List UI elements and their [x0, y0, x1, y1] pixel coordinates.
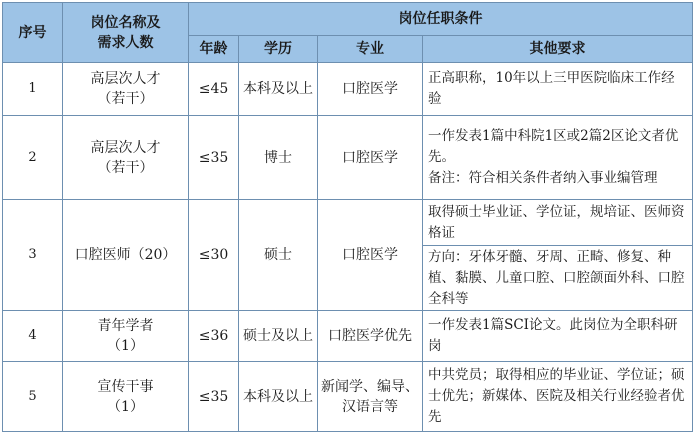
- row-education: 博士: [239, 116, 318, 200]
- row-position: [63, 311, 189, 362]
- header-position-name-line1: 岗位名称及: [90, 14, 161, 31]
- row-age: ≤30: [189, 200, 239, 311]
- row-education: 本科及以上: [239, 63, 318, 116]
- position-count: （若干）: [97, 91, 154, 107]
- row-age: ≤36: [189, 311, 239, 362]
- other-requirement: 中共党员；取得相应的毕业证、学位证；硕士优先；新媒体、医院及相关行业经验者优先: [428, 367, 685, 425]
- table-row: [3, 63, 693, 116]
- position-count: （若干）: [97, 159, 154, 176]
- row-age: ≤35: [189, 116, 239, 200]
- row-age: ≤35: [189, 362, 239, 432]
- position-count: （1）: [107, 398, 144, 415]
- row-other-certificates: 取得硕士毕业证、学位证，规培证、医师资格证: [423, 200, 693, 246]
- table-row: [3, 200, 693, 246]
- header-education: 学历: [239, 36, 318, 63]
- position-count: （1）: [107, 338, 144, 354]
- row-seq: 3: [3, 200, 63, 311]
- job-requirements-table: [2, 2, 693, 432]
- row-position: [63, 116, 189, 200]
- position-name: 宣传干事: [97, 378, 154, 395]
- header-seq: 序号: [3, 3, 63, 63]
- row-major: 口腔医学优先: [318, 311, 423, 362]
- other-requirement: 一作发表1篇中科院1区或2篇2区论文者优先。: [428, 128, 679, 165]
- row-seq: 1: [3, 63, 63, 116]
- other-requirement: 正高职称，10年以上三甲医院临床工作经验: [428, 70, 675, 107]
- row-education: 硕士及以上: [239, 311, 318, 362]
- table-row: [3, 116, 693, 200]
- header-position-name-line2: 需求人数: [97, 34, 154, 51]
- header-major: 专业: [318, 36, 423, 63]
- row-major: 口腔医学: [318, 200, 423, 311]
- row-other: [423, 311, 693, 362]
- row-other-directions: 方向：牙体牙髓、牙周、正畸、修复、种植、黏膜、儿童口腔、口腔颌面外科、口腔全科等: [423, 246, 693, 311]
- row-position: [63, 63, 189, 116]
- row-major: 口腔医学: [318, 116, 423, 200]
- row-major: 新闻学、编导、汉语言等: [318, 362, 423, 432]
- position-name: 高层次人才: [90, 139, 161, 156]
- header-conditions: 岗位任职条件: [189, 3, 693, 36]
- row-major: 口腔医学: [318, 63, 423, 116]
- row-age: ≤45: [189, 63, 239, 116]
- other-remark: 备注：符合相关条件者纳入事业编管理: [428, 170, 658, 186]
- row-other: [423, 362, 693, 432]
- position-name: 口腔医师（20）: [74, 247, 177, 263]
- row-other: [423, 63, 693, 116]
- header-position-name: [63, 3, 189, 63]
- row-seq: 2: [3, 116, 63, 200]
- other-requirement: 一作发表1篇SCI论文。此岗位为全职科研岗: [428, 317, 678, 354]
- row-education: 本科及以上: [239, 362, 318, 432]
- table-row: [3, 362, 693, 432]
- header-age: 年龄: [189, 36, 239, 63]
- row-education: 硕士: [239, 200, 318, 311]
- position-name: 青年学者: [97, 318, 154, 334]
- position-name: 高层次人才: [90, 71, 161, 87]
- table-row: [3, 311, 693, 362]
- row-other: [423, 116, 693, 200]
- row-position: [63, 200, 189, 311]
- row-seq: 4: [3, 311, 63, 362]
- row-position: [63, 362, 189, 432]
- header-other: 其他要求: [423, 36, 693, 63]
- row-seq: 5: [3, 362, 63, 432]
